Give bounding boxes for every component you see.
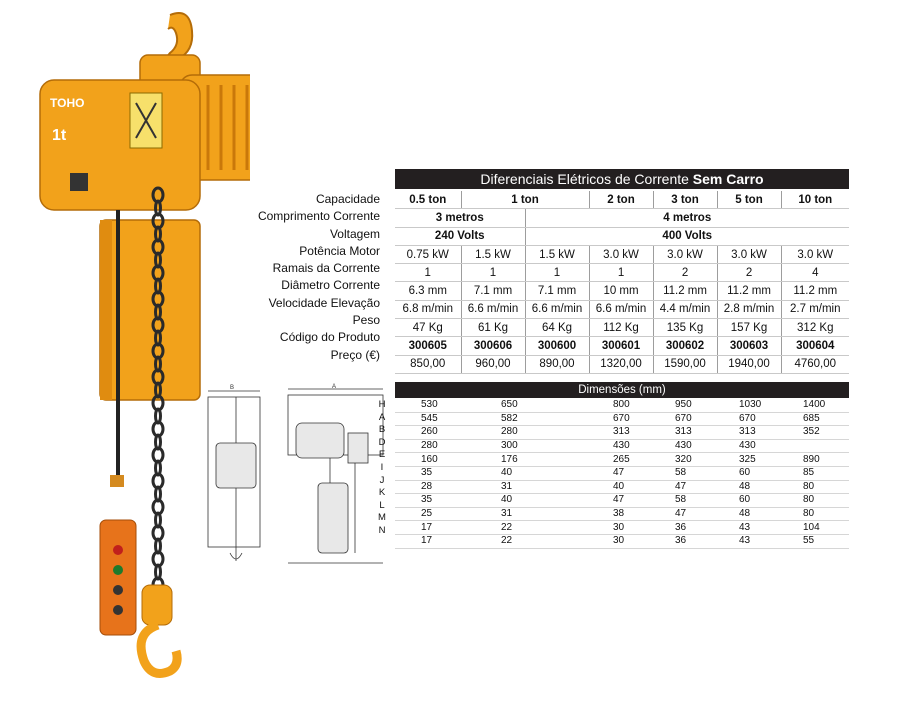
cell: 3 metros: [395, 209, 525, 227]
dimension-cell: 35: [395, 466, 461, 480]
dimension-cell: 48: [717, 507, 781, 521]
row-price: [395, 355, 849, 373]
dimension-cell: 265: [589, 453, 653, 467]
bottom-hook-icon: [141, 625, 177, 673]
dimension-cell: 47: [653, 480, 717, 494]
dimension-cell: 47: [589, 466, 653, 480]
dimension-cell: 950: [653, 399, 717, 412]
dimension-letter: D: [378, 436, 386, 448]
svg-text:A: A: [332, 384, 337, 390]
dimension-cell: 320: [653, 453, 717, 467]
spec-title-main: Diferenciais Elétricos de Corrente: [480, 171, 693, 187]
cell: 1: [525, 264, 589, 282]
dimension-cell: 55: [781, 534, 849, 548]
dimension-letter: J: [379, 474, 385, 486]
dimension-cell: 30: [589, 521, 653, 535]
dimension-cell: 280: [461, 426, 589, 440]
label-weight: Peso: [352, 313, 380, 328]
cell: 0.5 ton: [395, 191, 461, 209]
cell: 850,00: [395, 355, 461, 373]
dimension-cell: 352: [781, 426, 849, 440]
cell: 3.0 kW: [653, 245, 717, 263]
dimension-cell: 1400: [781, 399, 849, 412]
dimension-cell: 85: [781, 466, 849, 480]
cell: 3 ton: [653, 191, 717, 209]
dimensions-table-title: Dimensões (mm): [395, 382, 849, 398]
row-voltage: [395, 227, 849, 245]
dimension-cell: 890: [781, 453, 849, 467]
cell: 1590,00: [653, 355, 717, 373]
table-row: [395, 453, 849, 467]
cell: 6.3 mm: [395, 282, 461, 300]
dimension-cell: 28: [395, 480, 461, 494]
dimension-cell: 670: [717, 412, 781, 426]
dimension-cell: 60: [717, 494, 781, 508]
dimension-cell: 685: [781, 412, 849, 426]
cell: 47 Kg: [395, 319, 461, 337]
cell: 6.6 m/min: [461, 300, 525, 318]
dimension-cell: 160: [395, 453, 461, 467]
dimension-cell: 25: [395, 507, 461, 521]
spec-row-labels: [200, 191, 380, 364]
dimension-cell: 22: [461, 521, 589, 535]
row-chain-falls: [395, 264, 849, 282]
dimension-cell: 430: [717, 439, 781, 453]
row-chain-diameter: [395, 282, 849, 300]
cell: 300601: [589, 337, 653, 355]
table-row: [395, 466, 849, 480]
label-motor-power: Potência Motor: [299, 243, 380, 258]
cell: 1 ton: [461, 191, 589, 209]
dimension-cell: 280: [395, 439, 461, 453]
dimension-cell: 670: [589, 412, 653, 426]
dimension-cell: 80: [781, 494, 849, 508]
cell: 300602: [653, 337, 717, 355]
cell: 300603: [717, 337, 781, 355]
cell: 1.5 kW: [525, 245, 589, 263]
dimension-letter: H: [378, 399, 386, 410]
dimension-cell: 35: [395, 494, 461, 508]
dimension-cell: 31: [461, 507, 589, 521]
dimension-letter: B: [378, 424, 386, 436]
dimension-cell: 60: [717, 466, 781, 480]
dimension-cell: 58: [653, 494, 717, 508]
table-row: [395, 534, 849, 548]
cell: 1: [589, 264, 653, 282]
cell: 1: [461, 264, 525, 282]
table-row: [395, 399, 849, 412]
spec-table-title: [395, 169, 849, 189]
pendant-control-icon: [100, 520, 136, 635]
cell: 6.8 m/min: [395, 300, 461, 318]
row-product-code: [395, 337, 849, 355]
brand-logo: TOHO: [50, 96, 85, 110]
dimension-cell: 40: [461, 466, 589, 480]
cell: 6.6 m/min: [589, 300, 653, 318]
cell: 3.0 kW: [717, 245, 781, 263]
cell: 5 ton: [717, 191, 781, 209]
cell: 300605: [395, 337, 461, 355]
dimensions-table: [395, 399, 849, 549]
dimension-cell: 47: [589, 494, 653, 508]
cell: 4.4 m/min: [653, 300, 717, 318]
dimension-cell: 43: [717, 534, 781, 548]
label-lift-speed: Velocidade Elevação: [268, 295, 380, 310]
label-product-code: Código do Produto: [279, 330, 380, 345]
cell: 890,00: [525, 355, 589, 373]
dimension-cell: 22: [461, 534, 589, 548]
dimension-cell: 38: [589, 507, 653, 521]
table-row: [395, 426, 849, 440]
label-chain-falls: Ramais da Corrente: [272, 261, 380, 276]
dimension-cell: 313: [717, 426, 781, 440]
cell: 2: [717, 264, 781, 282]
dimension-cell: 313: [653, 426, 717, 440]
cell: 11.2 mm: [717, 282, 781, 300]
dimension-cell: 40: [461, 494, 589, 508]
dimension-letter: L: [379, 499, 385, 511]
dimension-letter: K: [378, 487, 386, 499]
dimension-cell: 670: [653, 412, 717, 426]
cell: 61 Kg: [461, 319, 525, 337]
row-capacity: [395, 191, 849, 209]
row-motor-power: [395, 245, 849, 263]
dimension-cell: 1030: [717, 399, 781, 412]
row-weight: [395, 319, 849, 337]
cell: 4760,00: [781, 355, 849, 373]
dimension-cell: 650: [461, 399, 589, 412]
cell: 11.2 mm: [781, 282, 849, 300]
dimension-letter: E: [378, 449, 386, 461]
cell: 300606: [461, 337, 525, 355]
table-row: [395, 494, 849, 508]
table-row: [395, 412, 849, 426]
cell: 135 Kg: [653, 319, 717, 337]
dimension-cell: 300: [461, 439, 589, 453]
dimension-letter: N: [378, 524, 386, 536]
table-row: [395, 507, 849, 521]
cell: 3.0 kW: [781, 245, 849, 263]
dimension-cell: 58: [653, 466, 717, 480]
cell: 10 mm: [589, 282, 653, 300]
cell: 3.0 kW: [589, 245, 653, 263]
cell: 1: [395, 264, 461, 282]
label-price: Preço (€): [330, 347, 380, 362]
dimension-cell: 176: [461, 453, 589, 467]
cell: 400 Volts: [525, 227, 849, 245]
label-chain-diameter: Diâmetro Corrente: [281, 278, 380, 293]
cell: 10 ton: [781, 191, 849, 209]
row-lift-speed: [395, 300, 849, 318]
dimension-cell: [781, 439, 849, 453]
dimension-cell: 800: [589, 399, 653, 412]
label-capacity: Capacidade: [315, 192, 380, 206]
dimension-cell: 313: [589, 426, 653, 440]
dimension-cell: 582: [461, 412, 589, 426]
cell: 2 ton: [589, 191, 653, 209]
capacity-badge: 1t: [52, 127, 67, 144]
dimension-cell: 31: [461, 480, 589, 494]
dimension-drawing: [200, 383, 388, 583]
dimension-cell: 545: [395, 412, 461, 426]
dimension-cell: 43: [717, 521, 781, 535]
dimension-cell: 36: [653, 534, 717, 548]
cell: 0.75 kW: [395, 245, 461, 263]
cell: 1940,00: [717, 355, 781, 373]
cell: 11.2 mm: [653, 282, 717, 300]
cell: 2.7 m/min: [781, 300, 849, 318]
dimension-cell: 260: [395, 426, 461, 440]
dimension-cell: 80: [781, 480, 849, 494]
table-row: [395, 439, 849, 453]
cell: 112 Kg: [589, 319, 653, 337]
dimension-cell: 430: [589, 439, 653, 453]
cell: 7.1 mm: [525, 282, 589, 300]
dimension-letter: A: [378, 411, 386, 423]
cell: 6.6 m/min: [525, 300, 589, 318]
cell: 240 Volts: [395, 227, 525, 245]
cell: 64 Kg: [525, 319, 589, 337]
cell: 300604: [781, 337, 849, 355]
cell: 960,00: [461, 355, 525, 373]
dimension-cell: 17: [395, 534, 461, 548]
dimension-cell: 325: [717, 453, 781, 467]
cell: 1320,00: [589, 355, 653, 373]
dimension-cell: 17: [395, 521, 461, 535]
spec-title-bold: Sem Carro: [692, 171, 764, 187]
row-chain-length: [395, 209, 849, 227]
dimension-cell: 530: [395, 399, 461, 412]
dimension-letter: M: [378, 512, 386, 524]
dimension-cell: 47: [653, 507, 717, 521]
cell: 1.5 kW: [461, 245, 525, 263]
table-row: [395, 521, 849, 535]
cell: 7.1 mm: [461, 282, 525, 300]
cell: 312 Kg: [781, 319, 849, 337]
dimension-letters: [372, 399, 392, 538]
spec-table: [395, 191, 849, 374]
cell: 4: [781, 264, 849, 282]
dimension-cell: 430: [653, 439, 717, 453]
label-voltage: Voltagem: [329, 226, 380, 241]
svg-text:B: B: [230, 385, 235, 391]
cell: 2.8 m/min: [717, 300, 781, 318]
dimension-cell: 40: [589, 480, 653, 494]
dimension-cell: 80: [781, 507, 849, 521]
cell: 300600: [525, 337, 589, 355]
cell: 4 metros: [525, 209, 849, 227]
dimension-cell: 48: [717, 480, 781, 494]
dimension-letter: I: [380, 461, 384, 473]
dimension-cell: 30: [589, 534, 653, 548]
label-chain-length: Comprimento Corrente: [257, 209, 380, 224]
table-row: [395, 480, 849, 494]
cell: 157 Kg: [717, 319, 781, 337]
dimension-cell: 104: [781, 521, 849, 535]
dimension-cell: 36: [653, 521, 717, 535]
cell: 2: [653, 264, 717, 282]
